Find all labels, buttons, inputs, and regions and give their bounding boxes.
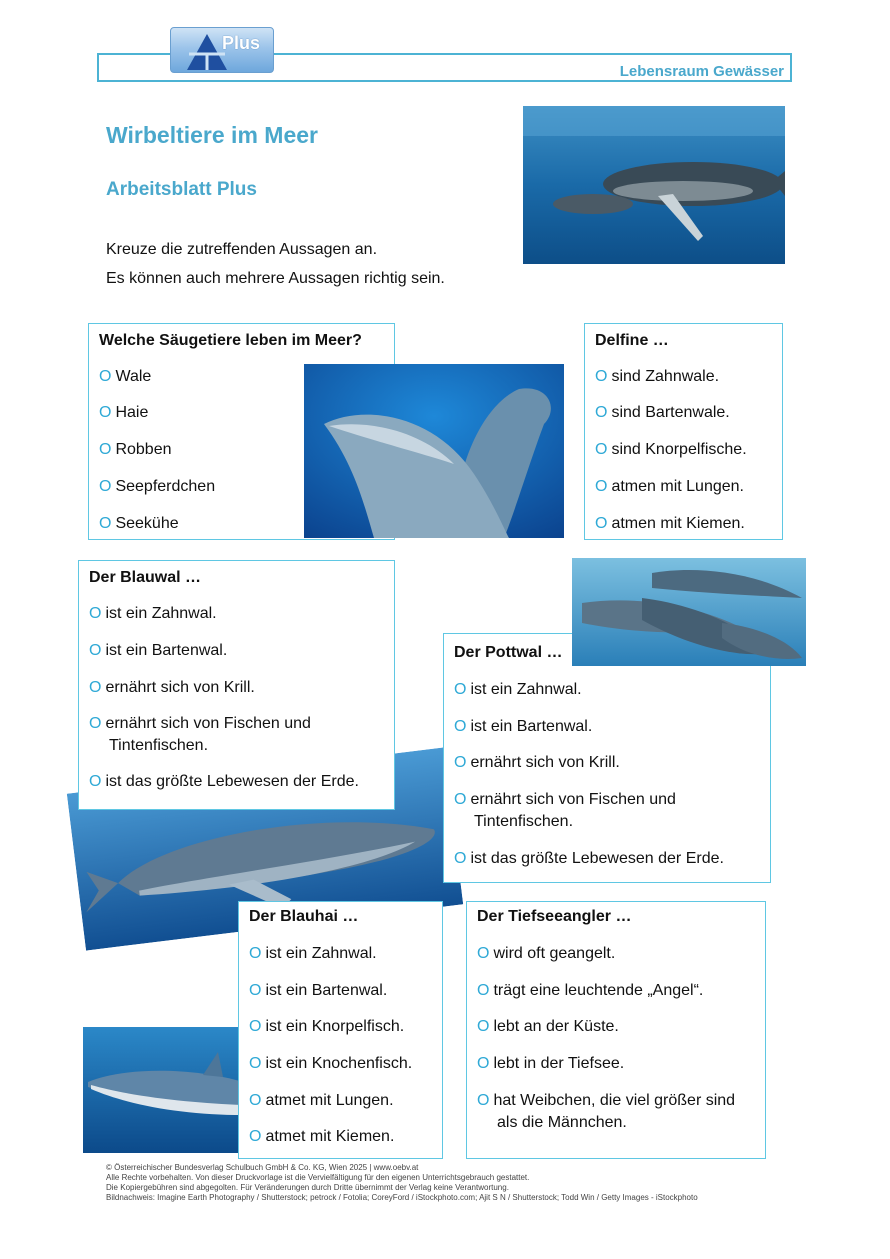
page-title: Wirbeltiere im Meer <box>106 122 318 148</box>
question-box-tiefseeangler <box>466 901 766 1159</box>
question-title: Delfine … <box>595 332 669 349</box>
checkbox-circle-icon[interactable]: O <box>89 773 102 790</box>
answer-option[interactable]: O atmet mit Kiemen. <box>249 1128 395 1145</box>
question-title: Der Blauhai … <box>249 908 359 925</box>
checkbox-circle-icon[interactable]: O <box>595 478 608 495</box>
checkbox-circle-icon[interactable]: O <box>477 945 490 962</box>
answer-option[interactable]: O ist das größte Lebewesen der Erde. <box>89 773 359 790</box>
checkbox-circle-icon[interactable]: O <box>477 982 490 999</box>
checkbox-circle-icon[interactable]: O <box>249 945 262 962</box>
checkbox-circle-icon[interactable]: O <box>249 982 262 999</box>
checkbox-circle-icon[interactable]: O <box>99 368 112 385</box>
footer-line: Die Kopiergebühren sind abgegolten. Für Veränderungen durch Dritte übernimmt der Verlag keine Verantwortung. <box>106 1183 509 1192</box>
question-title: Der Blauwal … <box>89 569 202 586</box>
answer-option[interactable]: O Haie <box>99 404 149 421</box>
checkbox-circle-icon[interactable]: O <box>249 1092 262 1109</box>
checkbox-circle-icon[interactable]: O <box>89 605 102 622</box>
answer-option[interactable]: O hat Weibchen, die viel größer sind als die Männchen. <box>477 1090 735 1134</box>
sperm-whale-photo <box>572 558 806 666</box>
answer-option[interactable]: O sind Knorpelfische. <box>595 441 747 458</box>
checkbox-circle-icon[interactable]: O <box>595 515 608 532</box>
question-box-blauhai <box>238 901 443 1159</box>
answer-option[interactable]: O trägt eine leuchtende „Angel“. <box>477 982 704 999</box>
checkbox-circle-icon[interactable]: O <box>249 1018 262 1035</box>
question-title: Welche Säugetiere leben im Meer? <box>99 332 362 349</box>
answer-option[interactable]: O ist ein Knochenfisch. <box>249 1055 413 1072</box>
answer-option[interactable]: O atmet mit Lungen. <box>249 1092 394 1109</box>
humpback-whale-photo <box>523 106 785 264</box>
section-title: Lebensraum Gewässer <box>619 63 784 80</box>
answer-option[interactable]: O sind Bartenwale. <box>595 404 730 421</box>
answer-option[interactable]: O Seekühe <box>99 515 179 532</box>
footer-line: Bildnachweis: Imagine Earth Photography / Shutterstock; petrock / Fotolia; CoreyFord / iStockphoto.com; Ajit S N / Shutterstock; Todd Win / Getty Images - iStockphoto <box>106 1193 698 1202</box>
checkbox-circle-icon[interactable]: O <box>454 718 467 735</box>
question-box-pottwal <box>443 633 771 883</box>
checkbox-circle-icon[interactable]: O <box>595 404 608 421</box>
checkbox-circle-icon[interactable]: O <box>595 441 608 458</box>
answer-continuation: Tintenfischen. <box>474 813 574 830</box>
answer-option[interactable]: O Robben <box>99 441 172 458</box>
question-box-delfine <box>584 323 783 540</box>
answer-option[interactable]: O lebt in der Tiefsee. <box>477 1055 625 1072</box>
answer-option[interactable]: O ernährt sich von Fischen und Tintenfischen. <box>89 713 311 757</box>
blue-shark-photo <box>83 1027 243 1153</box>
checkbox-circle-icon[interactable]: O <box>477 1018 490 1035</box>
footer-line: Alle Rechte vorbehalten. Von dieser Druckvorlage ist die Vervielfältigung für den eigenen Unterrichtsgebrauch gestattet. <box>106 1173 530 1182</box>
answer-option[interactable]: O atmen mit Lungen. <box>595 478 744 495</box>
question-title: Der Tiefseeangler … <box>477 908 632 925</box>
answer-option[interactable]: O lebt an der Küste. <box>477 1018 619 1035</box>
checkbox-circle-icon[interactable]: O <box>99 441 112 458</box>
instruction-2: Es können auch mehrere Aussagen richtig sein. <box>106 270 445 287</box>
checkbox-circle-icon[interactable]: O <box>99 515 112 532</box>
answer-option[interactable]: O ist das größte Lebewesen der Erde. <box>454 850 724 867</box>
checkbox-circle-icon[interactable]: O <box>454 681 467 698</box>
answer-option[interactable]: O wird oft geangelt. <box>477 945 616 962</box>
checkbox-circle-icon[interactable]: O <box>595 368 608 385</box>
answer-continuation: als die Männchen. <box>497 1114 627 1131</box>
answer-continuation: Tintenfischen. <box>109 737 209 754</box>
footer <box>106 1163 698 1203</box>
answer-option[interactable]: O Seepferdchen <box>99 478 216 495</box>
answer-option[interactable]: O ernährt sich von Krill. <box>454 754 620 771</box>
checkbox-circle-icon[interactable]: O <box>454 791 467 808</box>
answer-option[interactable]: O ist ein Zahnwal. <box>89 605 217 622</box>
dolphin-photo <box>304 364 564 538</box>
answer-option[interactable]: O Wale <box>99 368 152 385</box>
answer-option[interactable]: O atmen mit Kiemen. <box>595 515 745 532</box>
checkbox-circle-icon[interactable]: O <box>477 1092 490 1109</box>
checkbox-circle-icon[interactable]: O <box>454 754 467 771</box>
checkbox-circle-icon[interactable]: O <box>249 1055 262 1072</box>
checkbox-circle-icon[interactable]: O <box>99 478 112 495</box>
question-title: Der Pottwal … <box>454 644 563 661</box>
answer-option[interactable]: O ist ein Zahnwal. <box>249 945 377 962</box>
checkbox-circle-icon[interactable]: O <box>477 1055 490 1072</box>
answer-option[interactable]: O sind Zahnwale. <box>595 368 720 385</box>
page-subtitle: Arbeitsblatt Plus <box>106 179 257 200</box>
instruction-1: Kreuze die zutreffenden Aussagen an. <box>106 241 378 258</box>
checkbox-circle-icon[interactable]: O <box>89 679 102 696</box>
checkbox-circle-icon[interactable]: O <box>89 715 102 732</box>
answer-option[interactable]: O ist ein Bartenwal. <box>454 718 593 735</box>
answer-option[interactable]: O ist ein Knorpelfisch. <box>249 1018 405 1035</box>
answer-option[interactable]: O ist ein Zahnwal. <box>454 681 582 698</box>
answer-option[interactable]: O ist ein Bartenwal. <box>249 982 388 999</box>
footer-line: © Österreichischer Bundesverlag Schulbuch GmbH & Co. KG, Wien 2025 | www.oebv.at <box>106 1163 419 1172</box>
answer-option[interactable]: O ernährt sich von Krill. <box>89 679 255 696</box>
checkbox-circle-icon[interactable]: O <box>89 642 102 659</box>
checkbox-circle-icon[interactable]: O <box>99 404 112 421</box>
answer-option[interactable]: O ist ein Bartenwal. <box>89 642 228 659</box>
checkbox-circle-icon[interactable]: O <box>454 850 467 867</box>
checkbox-circle-icon[interactable]: O <box>249 1128 262 1145</box>
question-box-blauwal <box>78 560 395 810</box>
logo-text: Plus <box>222 33 261 53</box>
answer-option[interactable]: O ernährt sich von Fischen und Tintenfischen. <box>454 789 676 833</box>
